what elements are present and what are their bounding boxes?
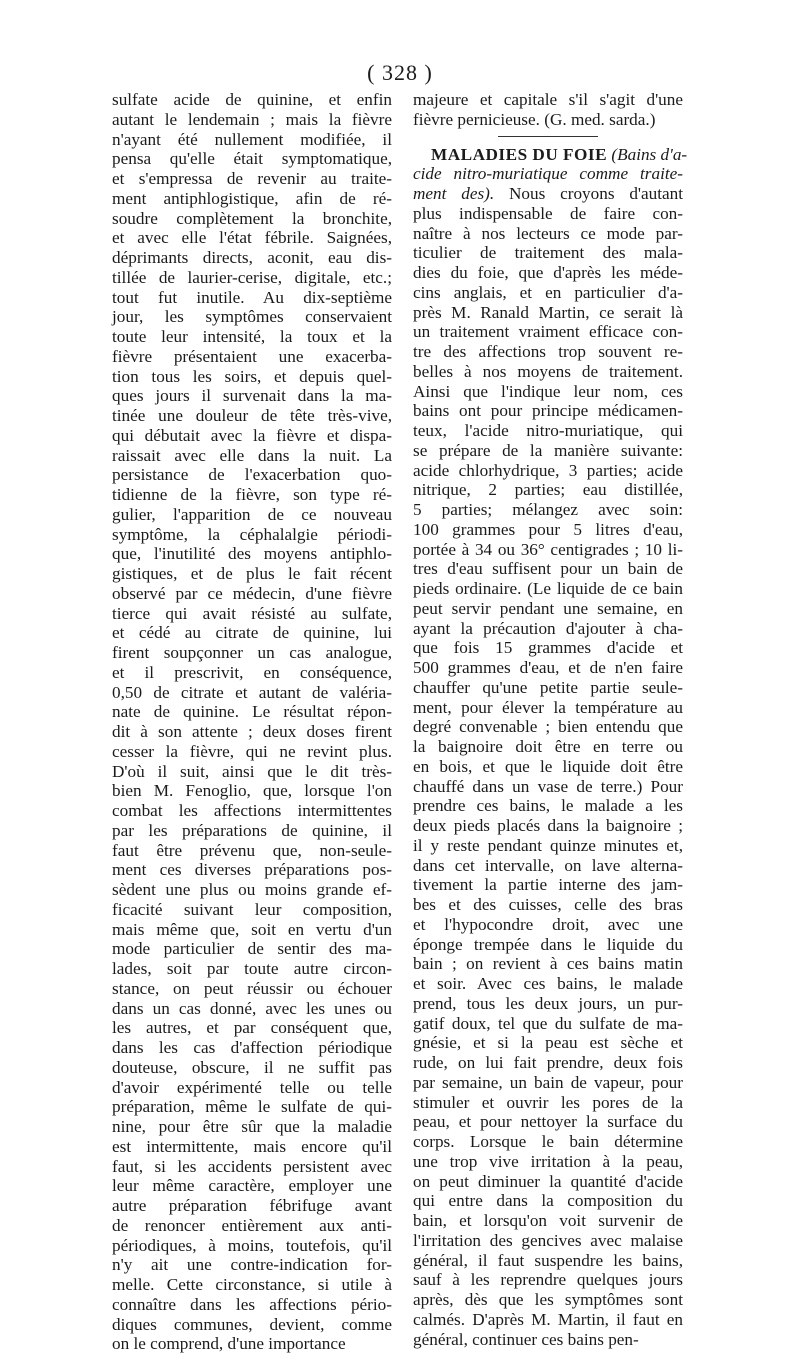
- text-line: cesser la fièvre, qui ne revint plus.: [112, 741, 392, 761]
- text-line: bain, et lorsqu'on voit survenir de: [413, 1211, 683, 1230]
- text-line: gistiques, et de plus le fait récent: [112, 564, 392, 583]
- text-line: par semaine, un bain de vapeur, pour: [413, 1072, 683, 1092]
- text-line: peau, et pour nettoyer la surface du: [413, 1112, 683, 1132]
- section-heading: [413, 144, 688, 204]
- text-line: cins anglais, et en particulier d'a-: [413, 282, 683, 302]
- text-line: 100 grammes pour 5 litres d'eau,: [413, 519, 683, 539]
- text-line: fièvre pernicieuse. (G. med. sarda.): [413, 109, 656, 129]
- text-line: observé par ce médecin, d'une fièvre: [112, 583, 392, 603]
- text-line: général, il faut suspendre les bains,: [413, 1250, 683, 1270]
- text-line: acide chlorhydrique, 3 parties; acide: [413, 460, 683, 480]
- text-line: qui débutait avec la fièvre et dispa-: [112, 425, 392, 445]
- section-lead-text: Nous croyons d'autant: [509, 184, 684, 203]
- text-line: belles à nos moyens de traitement.: [413, 361, 683, 381]
- text-line: combat les affections intermittentes: [112, 801, 392, 820]
- text-line: degré convenable ; bien entendu que: [413, 717, 683, 737]
- text-line: que, l'inutilité des moyens antiphlo-: [112, 544, 392, 564]
- section-title: MALADIES DU FOIE: [431, 144, 608, 164]
- text-line: faut, si les accidents persistent avec: [112, 1156, 392, 1176]
- section-subtitle: (Bains d'a-: [611, 144, 688, 164]
- right-column-continuation: [413, 90, 683, 130]
- text-line: faut être prévenu que, non-seule-: [112, 840, 392, 860]
- text-line: par les préparations de quinine, il: [112, 820, 392, 840]
- text-line: raissait avec elle dans la nuit. La: [112, 445, 392, 465]
- text-line: 0,50 de citrate et autant de valéria-: [112, 682, 392, 702]
- text-line: et soir. Avec ces bains, le malade: [413, 974, 683, 993]
- text-line: et l'hypocondre droit, avec une: [413, 914, 683, 934]
- text-line: mais même que, soit en vertu d'un: [112, 919, 392, 939]
- text-line: général, continuer ces bains pen-: [413, 1329, 639, 1349]
- text-line: dans un cas donné, avec les unes ou: [112, 998, 392, 1018]
- section-divider: [498, 136, 598, 137]
- text-line: chauffer qu'une petite partie seule-: [413, 677, 683, 697]
- text-line: nate de quinine. Le résultat répon-: [112, 702, 392, 722]
- text-line: tion tous les soirs, et depuis quel-: [112, 366, 392, 386]
- text-line: calmés. D'après M. Martin, il faut en: [413, 1309, 683, 1329]
- text-line: naître à nos lecteurs ce mode par-: [413, 223, 683, 243]
- text-line: une trop vive irritation à la peau,: [413, 1151, 683, 1171]
- text-line: ayant la précaution d'ajouter à cha-: [413, 618, 683, 638]
- text-line: dies du foie, que d'après les méde-: [413, 263, 683, 282]
- text-line: gatif doux, tel que du sulfate de ma-: [413, 1013, 683, 1033]
- text-line: 500 grammes d'eau, et de n'en faire: [413, 658, 683, 677]
- text-line: et il prescrivit, en conséquence,: [112, 662, 392, 682]
- text-line: bien M. Fenoglio, que, lorsque l'on: [112, 781, 392, 801]
- text-line: mode particulier de sentir des ma-: [112, 939, 392, 959]
- text-line: portée à 34 ou 36° centigrades ; 10 li-: [413, 539, 683, 559]
- text-line: l'irritation des gencives avec malaise: [413, 1230, 683, 1250]
- text-line: dit à son attente ; deux doses firent: [112, 722, 392, 741]
- text-line: stimuler et ouvrir les pores de la: [413, 1092, 683, 1112]
- text-line: teux, l'acide nitro-muriatique, qui: [413, 421, 683, 440]
- page-number: ( 328 ): [367, 60, 433, 85]
- text-line: chauffé dans un vase de terre.) Pour: [413, 776, 683, 796]
- text-line: tre des affections trop souvent re-: [413, 342, 683, 361]
- text-line: ment ces diverses préparations pos-: [112, 860, 392, 880]
- text-line: on le comprend, d'une importance: [112, 1334, 346, 1354]
- text-line: jour, les symptômes conservaient: [112, 307, 392, 327]
- text-line: lades, soit par toute autre circon-: [112, 959, 392, 978]
- text-line: n'ayant été nullement modifiée, il: [112, 129, 392, 149]
- text-line: est intermittente, mais encore qu'il: [112, 1136, 392, 1156]
- text-line: tillée de laurier-cerise, digitale, etc.;: [112, 267, 392, 287]
- text-line: un traitement vraiment efficace con-: [413, 322, 683, 342]
- text-line: majeure et capitale s'il s'agit d'une: [413, 90, 683, 109]
- text-line: diques communes, devient, comme: [112, 1314, 392, 1334]
- text-line: Ainsi que l'indique leur nom, ces: [413, 381, 683, 401]
- text-line: tierce qui avait résisté au sulfate,: [112, 603, 392, 623]
- text-line: après, dès que les symptômes sont: [413, 1290, 683, 1309]
- text-line: pensa qu'elle était symptomatique,: [112, 149, 392, 169]
- text-line: bes et des cuisses, celle des bras: [413, 895, 683, 914]
- text-line: soudre complètement la bronchite,: [112, 208, 392, 228]
- text-line: tres d'eau suffisent pour un bain de: [413, 559, 683, 579]
- text-line: D'où il suit, ainsi que le dit très-: [112, 761, 392, 781]
- text-line: melle. Cette circonstance, si utile à: [112, 1275, 392, 1294]
- text-line: nitrique, 2 parties; eau distillée,: [413, 480, 683, 500]
- text-line: il y reste pendant quinze minutes et,: [413, 835, 683, 855]
- text-line: tout fut inutile. Au dix-septième: [112, 287, 392, 307]
- text-line: symptôme, la céphalalgie périodi-: [112, 524, 392, 544]
- text-line: déprimants directs, aconit, eau dis-: [112, 248, 392, 267]
- text-line: prendre ces bains, le malade a les: [413, 796, 683, 816]
- text-line: 5 parties; mélangez avec soin:: [413, 500, 683, 519]
- text-line: rude, on lui fait prendre, deux fois: [413, 1053, 683, 1072]
- right-column: [413, 90, 688, 1349]
- text-line: on peut diminuer la quantité d'acide: [413, 1171, 683, 1191]
- text-line: fièvre présentaient une exacerba-: [112, 346, 392, 366]
- text-line: qui entre dans la composition du: [413, 1191, 683, 1211]
- text-line: stance, on peut réussir ou échouer: [112, 978, 392, 998]
- text-line: bains ont pour principe médicamen-: [413, 401, 683, 421]
- text-line: leur même caractère, employer une: [112, 1176, 392, 1196]
- left-column: [112, 90, 392, 1354]
- text-line: la baignoire doit être en terre ou: [413, 737, 683, 756]
- text-line: dans cet intervalle, on lave alterna-: [413, 855, 683, 875]
- text-line: ficacité suivant leur composition,: [112, 899, 392, 919]
- section-subtitle-line: cide nitro-muriatique comme traite-: [413, 164, 683, 184]
- text-line: que fois 15 grammes d'acide et: [413, 638, 683, 658]
- text-line: ment antiphlogistique, afin de ré-: [112, 188, 392, 208]
- text-line: sauf à les reprendre quelques jours: [413, 1270, 683, 1290]
- text-line: sulfate acide de quinine, et enfin: [112, 90, 392, 109]
- text-line: peut servir pendant une semaine, en: [413, 598, 683, 618]
- text-line: périodiques, à moins, toutefois, qu'il: [112, 1235, 392, 1255]
- text-line: n'y ait une contre-indication for-: [112, 1255, 392, 1275]
- text-line: pieds ordinaire. (Le liquide de ce bain: [413, 579, 683, 598]
- text-line: connaître dans les affections pério-: [112, 1294, 392, 1314]
- text-line: sèdent une plus ou moins grande ef-: [112, 880, 392, 899]
- text-line: persistance de l'exacerbation quo-: [112, 465, 392, 485]
- text-line: tinée une douleur de tête très-vive,: [112, 406, 392, 425]
- text-line: firent soupçonner un cas analogue,: [112, 643, 392, 662]
- text-line: gnésie, et si la peau est sèche et: [413, 1033, 683, 1053]
- text-line: en bois, et que le liquide doit être: [413, 756, 683, 776]
- text-line: tidienne de la fièvre, son type ré-: [112, 485, 392, 504]
- text-line: bain ; on revient à ces bains matin: [413, 954, 683, 974]
- text-line: ment, pour élever la température au: [413, 697, 683, 717]
- text-line: préparation, même le sulfate de qui-: [112, 1097, 392, 1117]
- text-line: douteuse, obscure, il ne suffit pas: [112, 1057, 392, 1077]
- text-line: d'avoir expérimenté telle ou telle: [112, 1077, 392, 1097]
- text-line: ques jours il survenait dans la ma-: [112, 386, 392, 406]
- text-line: tivement la partie interne des jam-: [413, 875, 683, 895]
- text-line: toute leur intensité, la toux et la: [112, 327, 392, 346]
- text-line: les autres, et par conséquent que,: [112, 1018, 392, 1038]
- text-line: et s'empressa de revenir au traite-: [112, 169, 392, 188]
- text-line: nine, pour être sûr que la maladie: [112, 1117, 392, 1136]
- text-line: corps. Lorsque le bain détermine: [413, 1132, 683, 1151]
- text-line: autre préparation fébrifuge avant: [112, 1196, 392, 1215]
- right-column-body: [413, 204, 683, 1350]
- text-line: éponge trempée dans le liquide du: [413, 934, 683, 954]
- text-line: dans les cas d'affection périodique: [112, 1038, 392, 1057]
- text-line: prend, tous les deux jours, un pur-: [413, 993, 683, 1013]
- text-line: près M. Ranald Martin, ce serait là: [413, 302, 683, 322]
- text-line: et avec elle l'état fébrile. Saignées,: [112, 228, 392, 248]
- text-line: deux pieds placés dans la baignoire ;: [413, 816, 683, 835]
- text-line: et cédé au citrate de quinine, lui: [112, 623, 392, 643]
- text-line: autant le lendemain ; mais la fièvre: [112, 109, 392, 129]
- text-line: gulier, l'apparition de ce nouveau: [112, 504, 392, 524]
- text-line: se prépare de la manière suivante:: [413, 440, 683, 460]
- text-line: plus indispensable de faire con-: [413, 203, 683, 223]
- section-subtitle-end: ment des).: [413, 184, 495, 203]
- text-line: de renoncer entièrement aux anti-: [112, 1215, 392, 1235]
- text-line: ticulier de traitement des mala-: [413, 243, 683, 263]
